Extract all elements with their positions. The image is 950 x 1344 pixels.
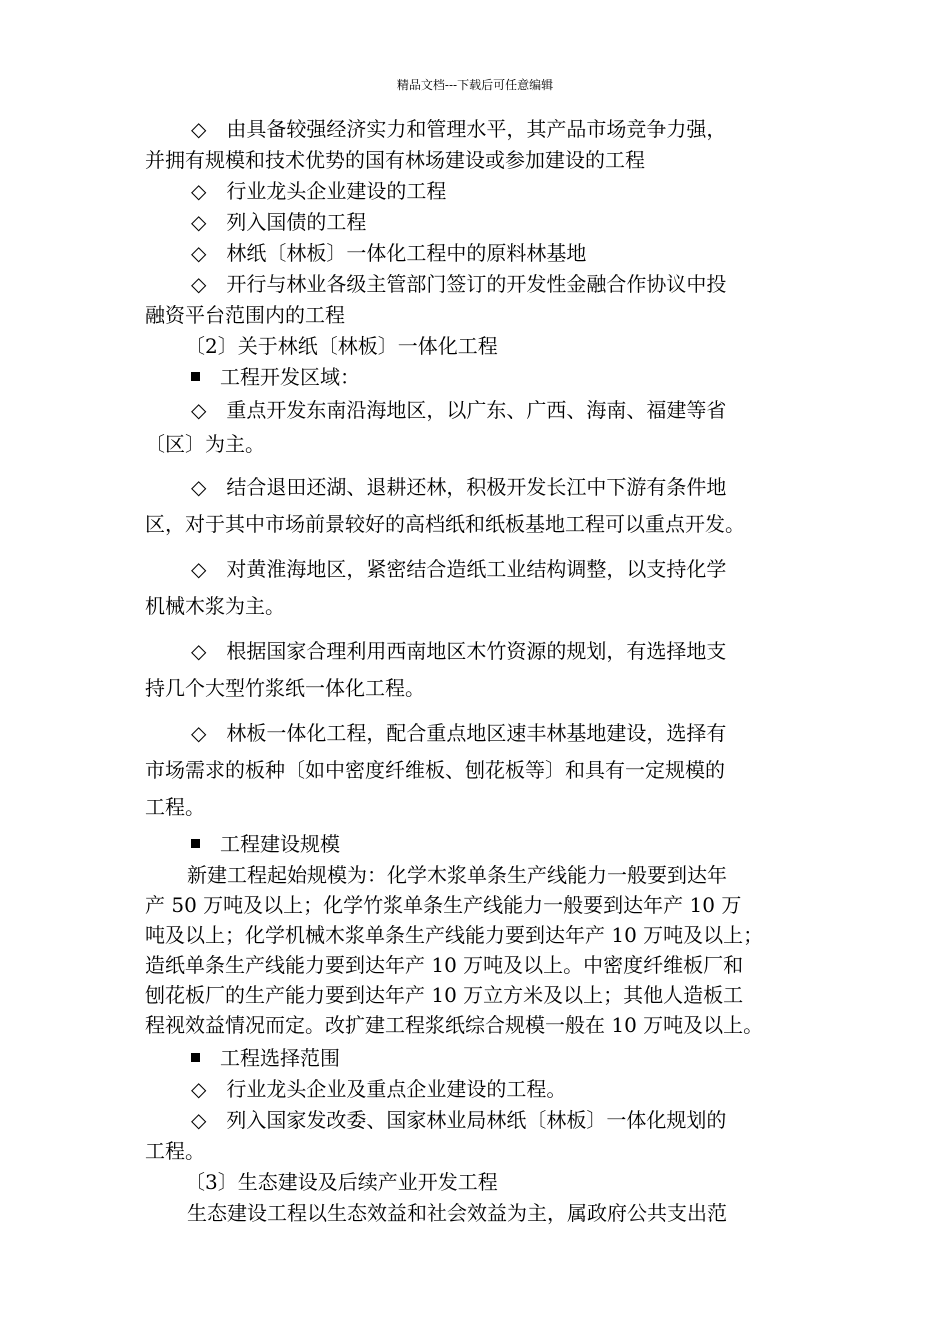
subsection-heading: 〔2〕关于林纸〔林板〕一体化工程 bbox=[185, 334, 498, 358]
text-line: ◇ 列入国债的工程 bbox=[191, 210, 367, 234]
text-line: ◇ 结合退田还湖、退耕还林，积极开发长江中下游有条件地 bbox=[191, 475, 727, 499]
text-line: 工程。 bbox=[145, 795, 205, 819]
text-line: 区，对于其中市场前景较好的高档纸和纸板基地工程可以重点开发。 bbox=[145, 512, 745, 536]
text-line: ◇ 林纸〔林板〕一体化工程中的原料林基地 bbox=[191, 241, 587, 265]
text-line: 新建工程起始规模为：化学木浆单条生产线能力一般要到达年 bbox=[187, 863, 727, 887]
page-header: 精品文档---下载后可任意编辑 bbox=[396, 78, 554, 92]
square-bullet-icon bbox=[191, 839, 200, 848]
text-line: 生态建设工程以生态效益和社会效益为主，属政府公共支出范 bbox=[187, 1201, 727, 1225]
text-line: 刨花板厂的生产能力要到达年产 10 万立方米及以上；其他人造板工 bbox=[145, 983, 744, 1007]
text-line: ◇ 行业龙头企业及重点企业建设的工程。 bbox=[191, 1077, 567, 1101]
text-line: 市场需求的板种〔如中密度纤维板、刨花板等〕和具有一定规模的 bbox=[145, 758, 725, 782]
text-line: 程视效益情况而定。改扩建工程浆纸综合规模一般在 10 万吨及以上。 bbox=[145, 1013, 764, 1037]
text-line: ◇ 由具备较强经济实力和管理水平，其产品市场竞争力强， bbox=[191, 117, 727, 141]
text-line: ◇ 列入国家发改委、国家林业局林纸〔林板〕一体化规划的 bbox=[191, 1108, 727, 1132]
text-line: 造纸单条生产线能力要到达年产 10 万吨及以上。中密度纤维板厂和 bbox=[145, 953, 744, 977]
text-line: 持几个大型竹浆纸一体化工程。 bbox=[145, 676, 425, 700]
document-body bbox=[145, 114, 810, 1229]
text-line: 机械木浆为主。 bbox=[145, 594, 285, 618]
text-line: 融资平台范围内的工程 bbox=[145, 303, 345, 327]
subsection-heading: 〔3〕生态建设及后续产业开发工程 bbox=[185, 1170, 498, 1194]
bullet-heading: 工程开发区域： bbox=[145, 362, 810, 393]
text-line: 吨及以上；化学机械木浆单条生产线能力要到达年产 10 万吨及以上； bbox=[145, 923, 764, 947]
text-line: ◇ 林板一体化工程，配合重点地区速丰林基地建设，选择有 bbox=[191, 721, 727, 745]
bullet-heading: 工程建设规模 bbox=[145, 829, 810, 860]
text-line: 产 50 万吨及以上；化学竹浆单条生产线能力一般要到达年产 10 万 bbox=[145, 893, 742, 917]
bullet-heading: 工程选择范围 bbox=[145, 1043, 810, 1074]
text-line: 工程。 bbox=[145, 1139, 205, 1163]
text-line: ◇ 根据国家合理利用西南地区木竹资源的规划，有选择地支 bbox=[191, 639, 727, 663]
square-bullet-icon bbox=[191, 1053, 200, 1062]
text-line: 〔区〕为主。 bbox=[145, 432, 265, 456]
text-line: ◇ 行业龙头企业建设的工程 bbox=[191, 179, 447, 203]
text-line: ◇ 对黄淮海地区，紧密结合造纸工业结构调整，以支持化学 bbox=[191, 557, 727, 581]
text-line: ◇ 开行与林业各级主管部门签订的开发性金融合作协议中投 bbox=[191, 272, 727, 296]
text-line: ◇ 重点开发东南沿海地区，以广东、广西、海南、福建等省 bbox=[191, 398, 727, 422]
text-line: 并拥有规模和技术优势的国有林场建设或参加建设的工程 bbox=[145, 148, 645, 172]
square-bullet-icon bbox=[191, 372, 200, 381]
